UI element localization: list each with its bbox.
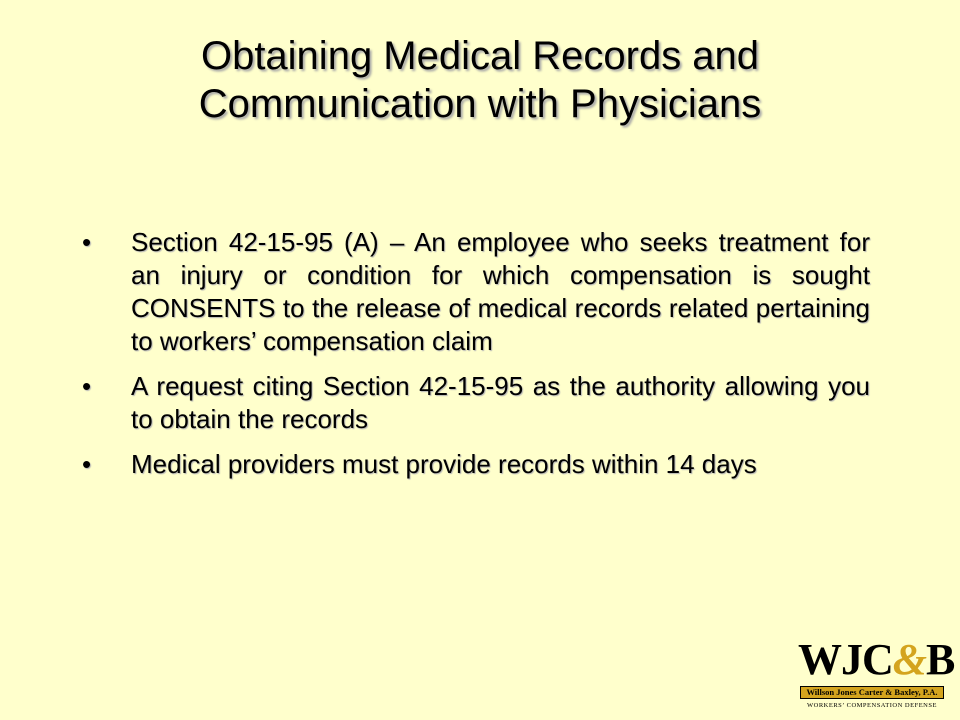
bullet-dot-icon: • (82, 449, 92, 479)
slide-title-line-1: Obtaining Medical Records and (200, 34, 760, 78)
bullet-text: Medical providers must provide records within 14 days (131, 449, 757, 479)
logo-monogram-letters: WJC (798, 635, 893, 684)
bullet-list (82, 226, 870, 493)
bullet-text: A request citing Section 42-15-95 as the authority allowing you to obtain the records (131, 371, 870, 434)
firm-logo (798, 635, 955, 712)
bullet-item (82, 370, 870, 436)
bullet-item (82, 226, 870, 358)
logo-tagline: WORKERS’ COMPENSATION DEFENSE (807, 702, 937, 709)
bullet-dot-icon: • (82, 227, 92, 257)
slide-title-line-2: Communication with Physicians (198, 82, 762, 126)
bullet-dot-icon: • (82, 371, 92, 401)
logo-firm-name: Willson Jones Carter & Baxley, P.A. (800, 686, 944, 699)
bullet-text: Section 42-15-95 (A) – An employee who seeks treatment for an injury or condition for which compensation is sought CONSENTS to the release of medical records related pertaining to workers’ compensation claim (131, 227, 870, 356)
logo-ampersand: & (892, 635, 927, 684)
logo-monogram (798, 635, 955, 684)
bullet-item (82, 448, 870, 481)
slide-title (40, 32, 920, 128)
logo-monogram-last-letter: B (926, 635, 955, 684)
